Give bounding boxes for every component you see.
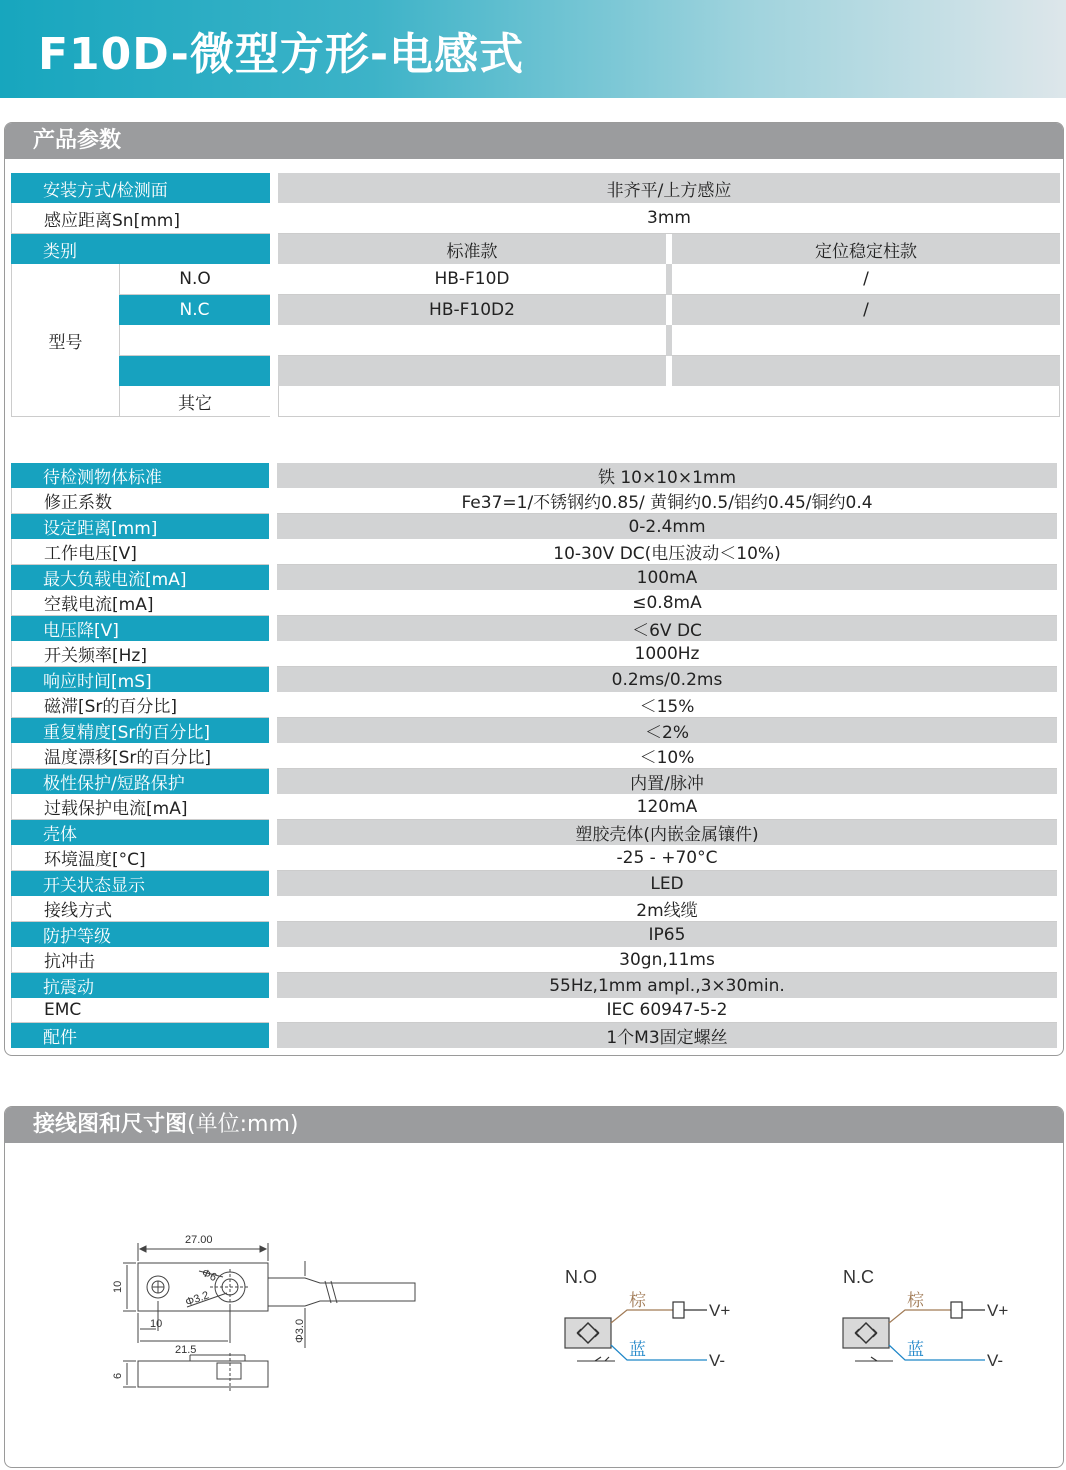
spec-value: 55Hz,1mm ampl.,3×30min. (277, 973, 1057, 998)
nc-pos: / (672, 295, 1060, 325)
empty-cell (278, 356, 666, 386)
wiring-dimension-diagram (5, 1143, 1063, 1468)
spec-label: EMC (11, 998, 269, 1023)
spec-value: IEC 60947-5-2 (277, 998, 1057, 1023)
mount-label: 安装方式/检测面 (11, 173, 270, 203)
spec-label: 过载保护电流[mA] (11, 794, 269, 820)
spec-value: 1000Hz (277, 641, 1057, 667)
spec-label: 抗震动 (11, 973, 269, 998)
spec-label: 开关状态显示 (11, 871, 269, 896)
nc-label: N.C (119, 295, 270, 325)
no-vminus: V- (709, 1351, 726, 1370)
spec-label: 响应时间[mS] (11, 667, 269, 692)
table-row (11, 820, 1057, 845)
dim-dia32: Φ3.2 (183, 1289, 211, 1309)
sn-label: 感应距离Sn[mm] (11, 203, 270, 234)
table-row (11, 488, 1057, 514)
table-row (11, 743, 1057, 769)
spec-label: 开关频率[Hz] (11, 641, 269, 667)
table-row (11, 641, 1057, 667)
spec-value: 0.2ms/0.2ms (277, 667, 1057, 692)
table-row (11, 203, 1060, 234)
spec-value: 1个M3固定螺丝 (277, 1023, 1057, 1048)
category-pos: 定位稳定柱款 (672, 234, 1060, 264)
no-title: N.O (565, 1267, 598, 1287)
spec-value: 30gn,11ms (277, 947, 1057, 973)
params-top-table (11, 173, 1060, 417)
model-label: 型号 (11, 264, 119, 417)
table-row (11, 590, 1057, 616)
spec-label: 最大负载电流[mA] (11, 565, 269, 590)
spec-value: IP65 (277, 922, 1057, 947)
spec-value: 塑胶壳体(内嵌金属镶件) (277, 820, 1057, 845)
table-row (11, 718, 1057, 743)
table-row (11, 1023, 1057, 1048)
table-row (11, 769, 1057, 794)
table-row (11, 973, 1057, 998)
wiring-title-unit: (单位:mm) (187, 1112, 299, 1137)
spec-label: 抗冲击 (11, 947, 269, 973)
spec-label: 磁滞[Sr的百分比] (11, 692, 269, 718)
spec-value: Fe37=1/不锈钢约0.85/ 黄铜约0.5/铝约0.45/铜约0.4 (277, 488, 1057, 514)
spec-label: 环境温度[°C] (11, 845, 269, 871)
wiring-panel (4, 1106, 1064, 1468)
spec-value: 内置/脉冲 (277, 769, 1057, 794)
dimension-drawing (123, 1243, 415, 1393)
nc-brown-label: 棕 (907, 1291, 924, 1310)
spec-value: 2m线缆 (277, 896, 1057, 922)
spec-value: 铁 10×10×1mm (277, 463, 1057, 488)
spec-table (11, 463, 1057, 1048)
table-row (11, 616, 1057, 641)
spec-label: 修正系数 (11, 488, 269, 514)
spec-label: 配件 (11, 1023, 269, 1048)
sensor-body-side (138, 1361, 268, 1387)
empty-cell (119, 325, 270, 356)
nc-vplus: V+ (987, 1301, 1009, 1320)
spec-label: 防护等级 (11, 922, 269, 947)
table-row (11, 922, 1057, 947)
other-value (278, 386, 1060, 417)
wiring-diagram-nc (843, 1267, 1008, 1370)
table-row (11, 667, 1057, 692)
empty-cell (278, 325, 666, 356)
spec-value: 10-30V DC(电压波动＜10%) (277, 539, 1057, 565)
other-label: 其它 (119, 386, 270, 417)
table-row (11, 692, 1057, 718)
table-row (11, 173, 1060, 203)
dim-cable: Φ3.0 (294, 1318, 306, 1343)
table-row (11, 871, 1057, 896)
sn-value: 3mm (278, 203, 1060, 234)
dim-length: 27.00 (185, 1234, 213, 1246)
table-row (11, 295, 1060, 325)
table-row (11, 565, 1057, 590)
nc-blue-label: 蓝 (907, 1340, 924, 1359)
spec-label: 待检测物体标准 (11, 463, 269, 488)
spec-label: 重复精度[Sr的百分比] (11, 718, 269, 743)
spec-label: 设定距离[mm] (11, 514, 269, 539)
table-row (11, 514, 1057, 539)
no-brown-label: 棕 (629, 1291, 646, 1310)
spec-label: 电压降[V] (11, 616, 269, 641)
table-row (11, 896, 1057, 922)
mount-value: 非齐平/上方感应 (278, 173, 1060, 203)
dim-height: 10 (112, 1280, 124, 1293)
table-row (11, 463, 1057, 488)
nc-title: N.C (843, 1267, 874, 1287)
wiring-section-title (5, 1107, 1063, 1143)
table-row (11, 845, 1057, 871)
empty-cell (672, 325, 1060, 356)
spec-value: ＜2% (277, 718, 1057, 743)
category-label: 类别 (11, 234, 270, 264)
spec-value: ＜6V DC (277, 616, 1057, 641)
page-title: F10D-微型方形-电感式 (38, 29, 525, 80)
spec-value: 0-2.4mm (277, 514, 1057, 539)
spec-value: ＜10% (277, 743, 1057, 769)
category-std: 标准款 (278, 234, 666, 264)
dim-hole-pitch: 10 (150, 1318, 163, 1330)
spec-label: 壳体 (11, 820, 269, 845)
no-std: HB-F10D (278, 264, 666, 295)
table-row (11, 264, 1060, 295)
params-section-title: 产品参数 (5, 123, 1063, 159)
spec-label: 温度漂移[Sr的百分比] (11, 743, 269, 769)
spec-value: -25 - +70°C (277, 845, 1057, 871)
spec-label: 接线方式 (11, 896, 269, 922)
table-row (11, 947, 1057, 973)
dim-thickness: 6 (112, 1372, 124, 1379)
spec-label: 工作电压[V] (11, 539, 269, 565)
no-label: N.O (119, 264, 270, 295)
params-panel (4, 122, 1064, 1056)
spec-label: 空载电流[mA] (11, 590, 269, 616)
wiring-title-text: 接线图和尺寸图 (33, 1112, 188, 1137)
nc-vminus: V- (987, 1351, 1004, 1370)
table-row (11, 794, 1057, 820)
spec-label: 极性保护/短路保护 (11, 769, 269, 794)
table-row (11, 386, 1060, 417)
spec-value: 120mA (277, 794, 1057, 820)
no-blue-label: 蓝 (629, 1340, 646, 1359)
page-header (0, 0, 1066, 98)
spec-value: LED (277, 871, 1057, 896)
dim-dia6: Φ6 (199, 1266, 219, 1285)
dim-hole-pos: 21.5 (175, 1344, 197, 1356)
spec-value: ＜15% (277, 692, 1057, 718)
empty-cell (119, 356, 270, 386)
nc-std: HB-F10D2 (278, 295, 666, 325)
table-row (11, 234, 1060, 264)
no-vplus: V+ (709, 1301, 731, 1320)
spec-value: 100mA (277, 565, 1057, 590)
table-row (11, 325, 1060, 356)
wiring-diagram-no (565, 1267, 730, 1370)
table-row (11, 356, 1060, 386)
spec-value: ≤0.8mA (277, 590, 1057, 616)
table-row (11, 998, 1057, 1023)
empty-cell (672, 356, 1060, 386)
table-row (11, 539, 1057, 565)
no-pos: / (672, 264, 1060, 295)
